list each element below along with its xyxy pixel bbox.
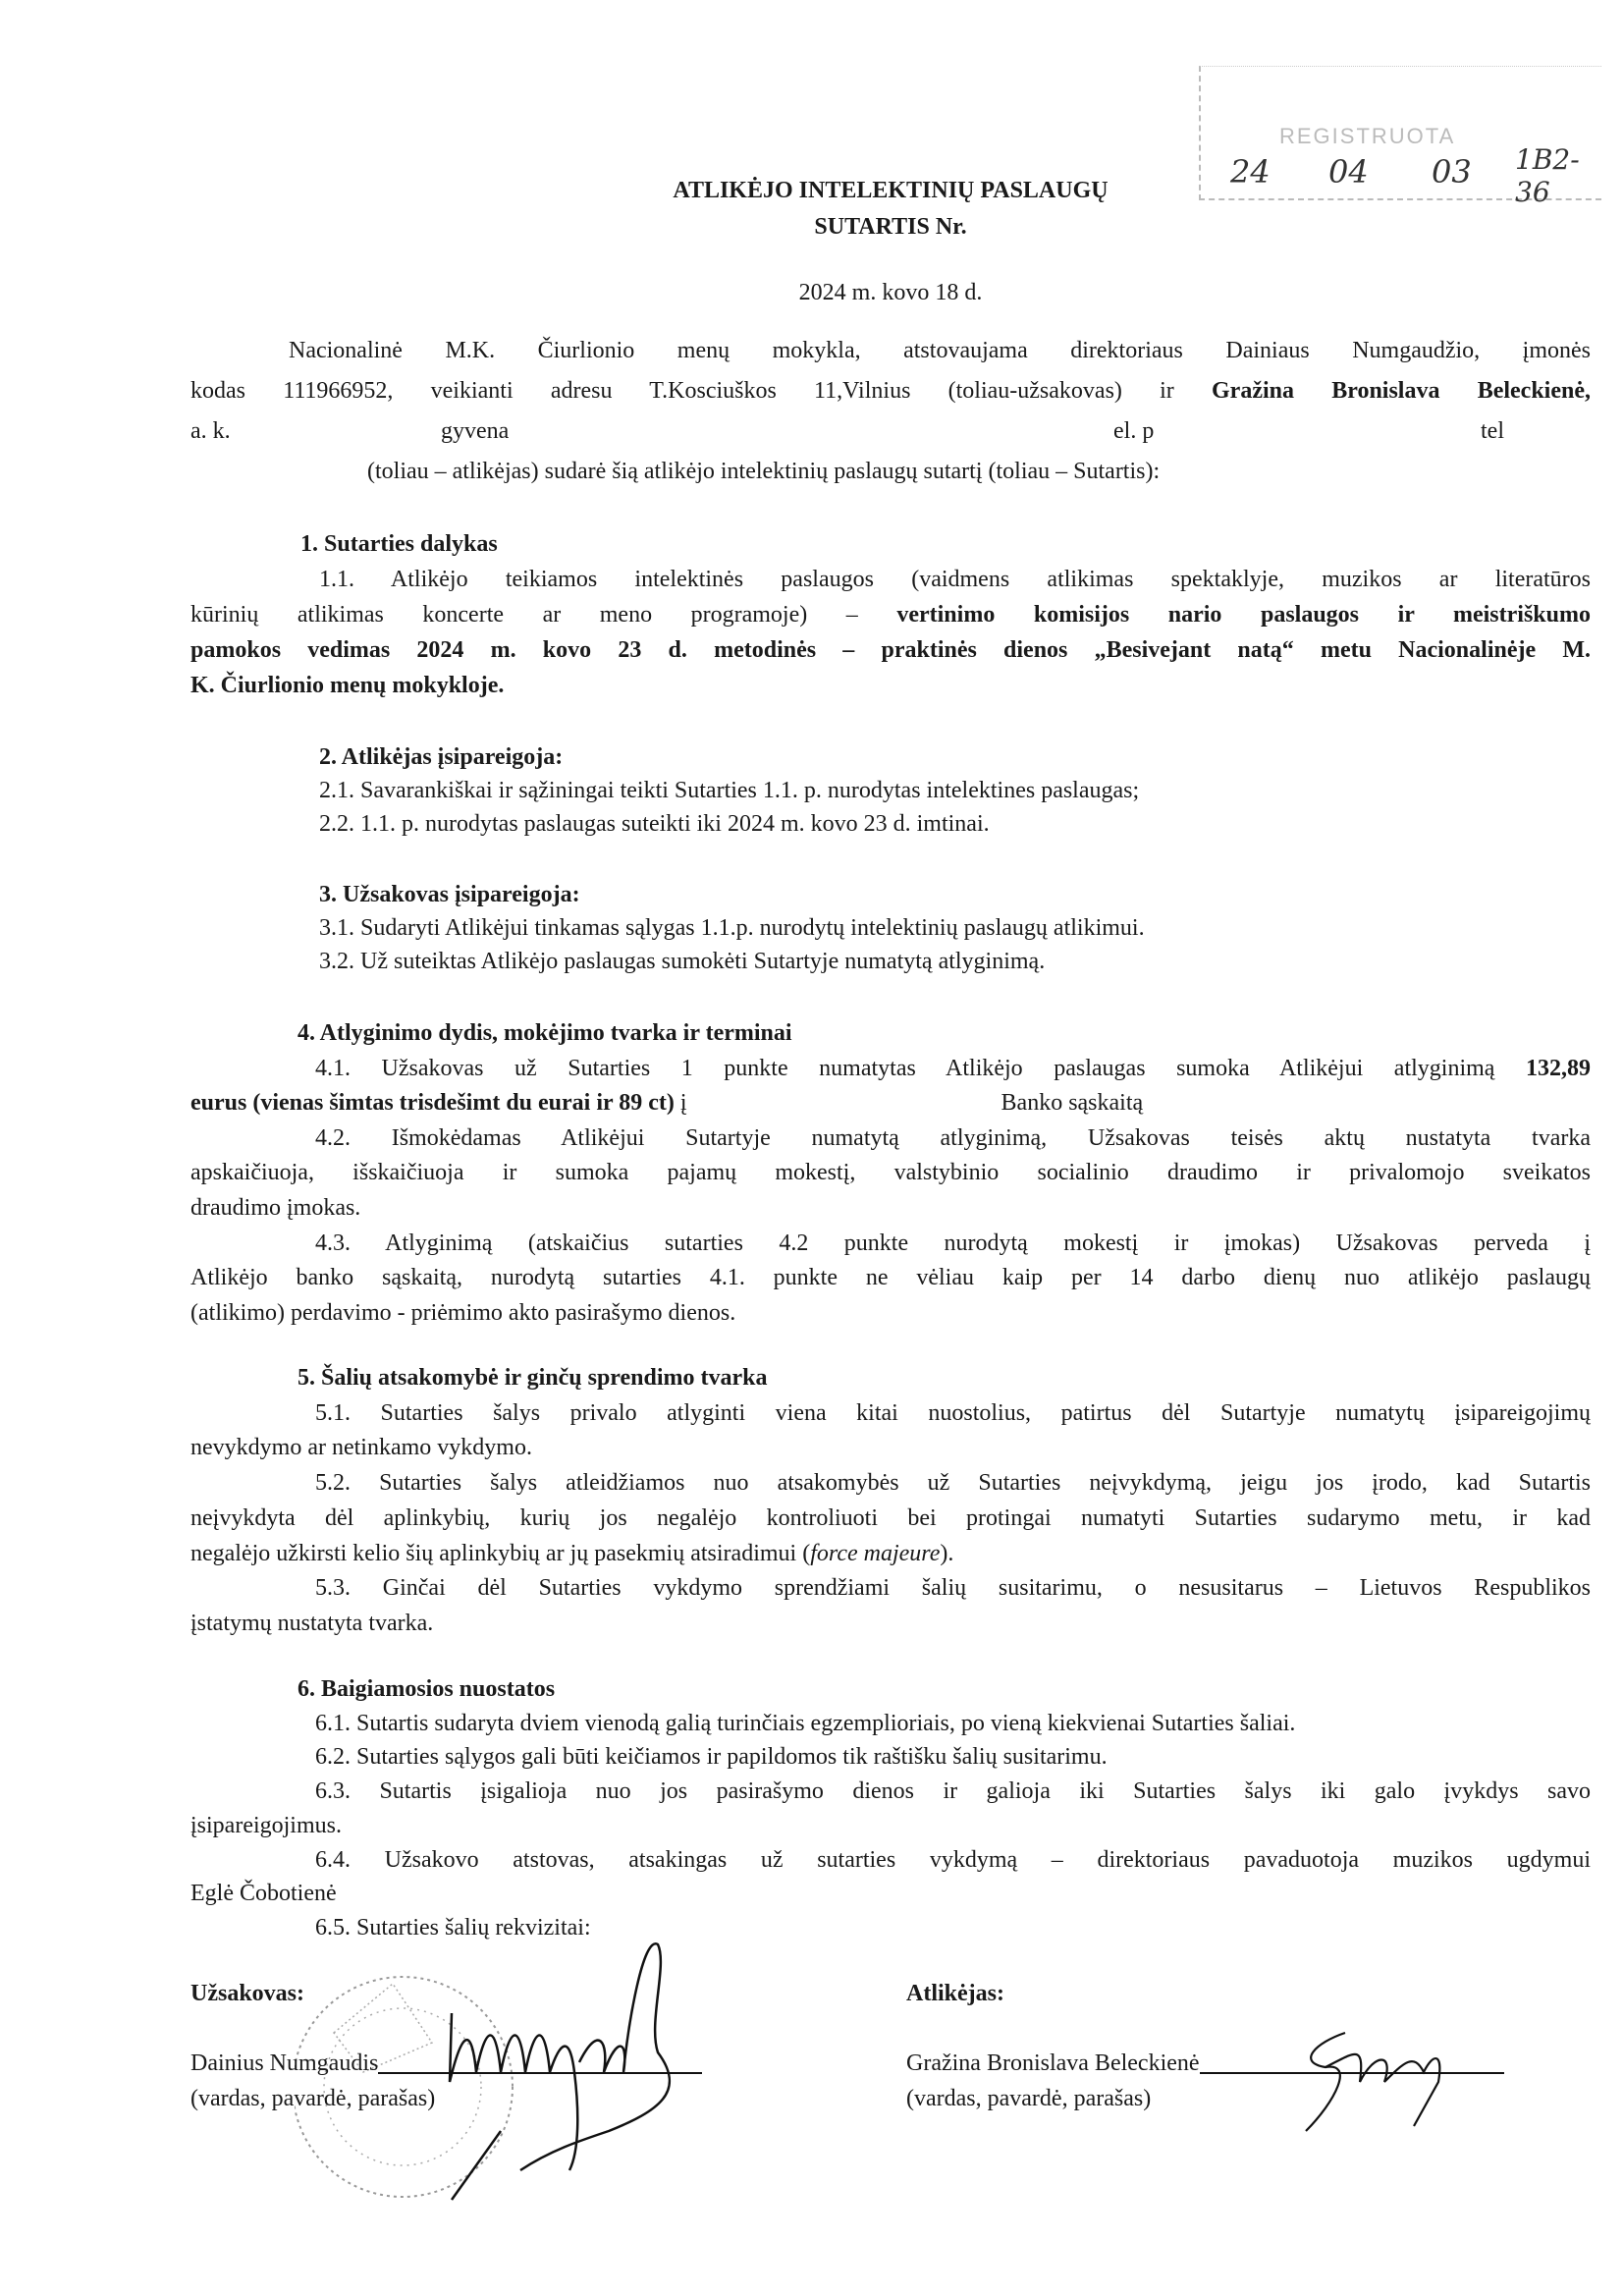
text: kūrinių atlikimas koncerte ar meno programoje) – bbox=[190, 602, 897, 628]
clause-line: įsipareigojimus. bbox=[190, 1812, 342, 1838]
section-2 bbox=[190, 740, 1591, 841]
clause-line: 2.2. 1.1. p. nurodytas paslaugas suteikti iki 2024 m. kovo 23 d. imtinai. bbox=[319, 811, 990, 837]
clause-line: 2.1. Savarankiškai ir sąžiningai teikti Sutarties 1.1. p. nurodytas intelektines paslaugas; bbox=[319, 778, 1140, 803]
clause-line bbox=[190, 1086, 1591, 1121]
stamp-year: 24 bbox=[1230, 153, 1271, 191]
section-heading: 3. Užsakovas įsipareigoja: bbox=[319, 882, 580, 907]
amount: 132,89 bbox=[1526, 1055, 1591, 1081]
amount-words: eurus (vienas šimtas trisdešimt du eurai ir 89 ct) bbox=[190, 1090, 675, 1117]
clause-line: nevykdymo ar netinkamo vykdymo. bbox=[190, 1435, 532, 1461]
clause-line: pamokos vedimas 2024 m. kovo 23 d. metodinės – praktinės dienos „Besivejant natą“ metu Nacionalinėje M. bbox=[190, 637, 1591, 663]
client-role: Užsakovas: bbox=[190, 1981, 305, 2006]
clause-line: 6.4. Užsakovo atstovas, atsakingas už sutarties vykdymą – direktoriaus pavaduotoja muzikos ugdymui bbox=[315, 1846, 1591, 1873]
title-line-1: ATLIKĖJO INTELEKTINIŲ PASLAUGŲ bbox=[673, 178, 1109, 203]
clause-line: 5.1. Sutarties šalys privalo atlyginti viena kitai nuostolius, patirtus dėl Sutartyje numatytų įsipareigojimų bbox=[315, 1399, 1591, 1426]
clause-line: 4.3. Atlyginimą (atskaičius sutarties 4.2 punkte nurodytą mokestį ir įmokas) Užsakovas perveda į bbox=[315, 1230, 1591, 1256]
client-name bbox=[190, 2046, 702, 2081]
performer-role: Atlikėjas: bbox=[906, 1981, 1004, 2006]
clause-line: 5.2. Sutarties šalys atleidžiamos nuo atsakomybės už Sutarties neįvykdymą, jeigu jos įrodo, kad Sutartis bbox=[315, 1470, 1591, 1497]
text: Banko sąskaitą bbox=[1001, 1090, 1144, 1117]
title-line-2: SUTARTIS Nr. bbox=[814, 214, 967, 240]
section-heading: 1. Sutarties dalykas bbox=[300, 531, 498, 557]
intro-paragraph bbox=[190, 331, 1591, 492]
clause-line: 1.1. Atlikėjo teikiamos intelektinės paslaugos (vaidmens atlikimas spektaklyje, muzikos ar literatūros bbox=[319, 567, 1591, 592]
section-heading: 6. Baigiamosios nuostatos bbox=[298, 1676, 556, 1702]
section-heading: 4. Atlyginimo dydis, mokėjimo tvarka ir terminai bbox=[298, 1020, 792, 1046]
section-1 bbox=[190, 526, 1591, 703]
clause-line: draudimo įmokas. bbox=[190, 1194, 361, 1221]
text: 4.1. Užsakovas už Sutarties 1 punkte numatytas Atlikėjo paslaugas sumoka Atlikėjui atlyginimą bbox=[315, 1055, 1526, 1081]
clause-line bbox=[190, 1537, 1591, 1572]
intro-redacted-line bbox=[190, 411, 1591, 452]
personal-code-label: a. k. bbox=[190, 418, 231, 444]
stamp-label: REGISTRUOTA bbox=[1279, 124, 1456, 148]
clause-line: 6.1. Sutartis sudaryta dviem vienodą galią turinčiais egzemplioriais, po vieną kiekvienai Sutarties šaliai. bbox=[315, 1710, 1296, 1736]
clause-line: 3.1. Sudaryti Atlikėjui tinkamas sąlygas 1.1.p. nurodytų intelektinių paslaugų atlikimui. bbox=[319, 915, 1145, 941]
clause-line: (atlikimo) perdavimo - priėmimo akto pasirašymo dienos. bbox=[190, 1299, 736, 1326]
performer-caption: (vardas, pavardė, parašas) bbox=[906, 2086, 1152, 2111]
clause-line: 5.3. Ginčai dėl Sutarties vykdymo sprendžiami šalių susitarimu, o nesusitarus – Lietuvos Respublikos bbox=[315, 1575, 1591, 1602]
section-heading: 2. Atlikėjas įsipareigoja: bbox=[319, 744, 564, 770]
section-6 bbox=[190, 1672, 1591, 1945]
clause-line: Eglė Čobotienė bbox=[190, 1881, 337, 1907]
clause-line: 6.5. Sutarties šalių rekvizitai: bbox=[315, 1914, 591, 1941]
client-caption: (vardas, pavardė, parašas) bbox=[190, 2086, 436, 2111]
clause-line: įstatymų nustatyta tvarka. bbox=[190, 1610, 434, 1636]
document-title bbox=[190, 173, 1591, 246]
clause-line bbox=[190, 1052, 1591, 1087]
clause-line: 6.3. Sutartis įsigalioja nuo jos pasirašymo dienos ir galioja iki Sutarties šalys iki galo įvykdys savo bbox=[315, 1778, 1591, 1805]
document-date: 2024 m. kovo 18 d. bbox=[798, 280, 983, 305]
client-block bbox=[190, 1976, 702, 2116]
section-3 bbox=[190, 878, 1591, 978]
performer-name bbox=[906, 2046, 1504, 2081]
text: į bbox=[674, 1090, 687, 1117]
clause-line: apskaičiuoja, išskaičiuoja ir sumoka pajamų mokestį, valstybinio socialinio draudimo ir privalomojo sveikatos bbox=[190, 1160, 1591, 1186]
clause-line: K. Čiurlionio menų mokykloje. bbox=[190, 673, 505, 698]
email-label: el. p bbox=[1113, 418, 1155, 444]
section-4 bbox=[190, 1016, 1591, 1331]
clause-line: neįvykdyta dėl aplinkybių, kurių jos negalėjo kontroliuoti bei protingai numatyti Sutarties sudarymo metu, ir kad bbox=[190, 1504, 1591, 1531]
section-heading: 5. Šalių atsakomybė ir ginčų sprendimo tvarka bbox=[298, 1365, 768, 1391]
clause-line: Atlikėjo banko sąskaitą, nurodytą sutarties 4.1. punkte ne vėliau kaip per 14 darbo dienų nuo atlikėjo paslaugų bbox=[190, 1265, 1591, 1291]
text: ). bbox=[940, 1540, 954, 1566]
stamp-number: 1B2-36 bbox=[1515, 143, 1580, 208]
clause-line: 3.2. Už suteiktas Atlikėjo paslaugas sumokėti Sutartyje numatytą atlyginimą. bbox=[319, 949, 1046, 974]
clause-line: 6.2. Sutarties sąlygos gali būti keičiamos ir papildomos tik raštišku šalių susitarimu. bbox=[315, 1744, 1108, 1771]
clause-line bbox=[190, 597, 1591, 632]
text: Gražina Bronislava Beleckienė bbox=[906, 2050, 1200, 2076]
section-5 bbox=[190, 1361, 1591, 1642]
performer-block bbox=[906, 1976, 1504, 2116]
intro-line bbox=[190, 371, 1591, 411]
intro-line: Nacionalinė M.K. Čiurlionio menų mokykla, atstovaujama direktoriaus Dainiaus Numgaudžio, įmonės bbox=[289, 338, 1591, 363]
clause-line: 4.2. Išmokėdamas Atlikėjui Sutartyje numatytą atlyginimą, Užsakovas teisės aktų nustatyta tvarka bbox=[315, 1124, 1591, 1151]
performer-name: Gražina Bronislava Beleckienė, bbox=[1212, 378, 1592, 404]
text-italic: force majeure bbox=[810, 1540, 941, 1566]
text: kodas 111966952, veikianti adresu T.Kosciuškos 11,Vilnius (toliau-užsakovas) ir bbox=[190, 378, 1213, 404]
intro-line: (toliau – atlikėjas) sudarė šią atlikėjo intelektinių paslaugų sutartį (toliau – Sutartis): bbox=[367, 459, 1161, 484]
stamp-day: 03 bbox=[1432, 153, 1472, 191]
text-bold: vertinimo komisijos nario paslaugos ir meistriškumo bbox=[896, 602, 1591, 628]
text: Dainius Numgaudis bbox=[190, 2050, 379, 2076]
text: negalėjo užkirsti kelio šių aplinkybių ar jų pasekmių atsiradimui ( bbox=[190, 1540, 811, 1566]
phone-label: tel bbox=[1481, 418, 1504, 444]
address-label: gyvena bbox=[441, 418, 510, 444]
stamp-month: 04 bbox=[1328, 153, 1369, 191]
